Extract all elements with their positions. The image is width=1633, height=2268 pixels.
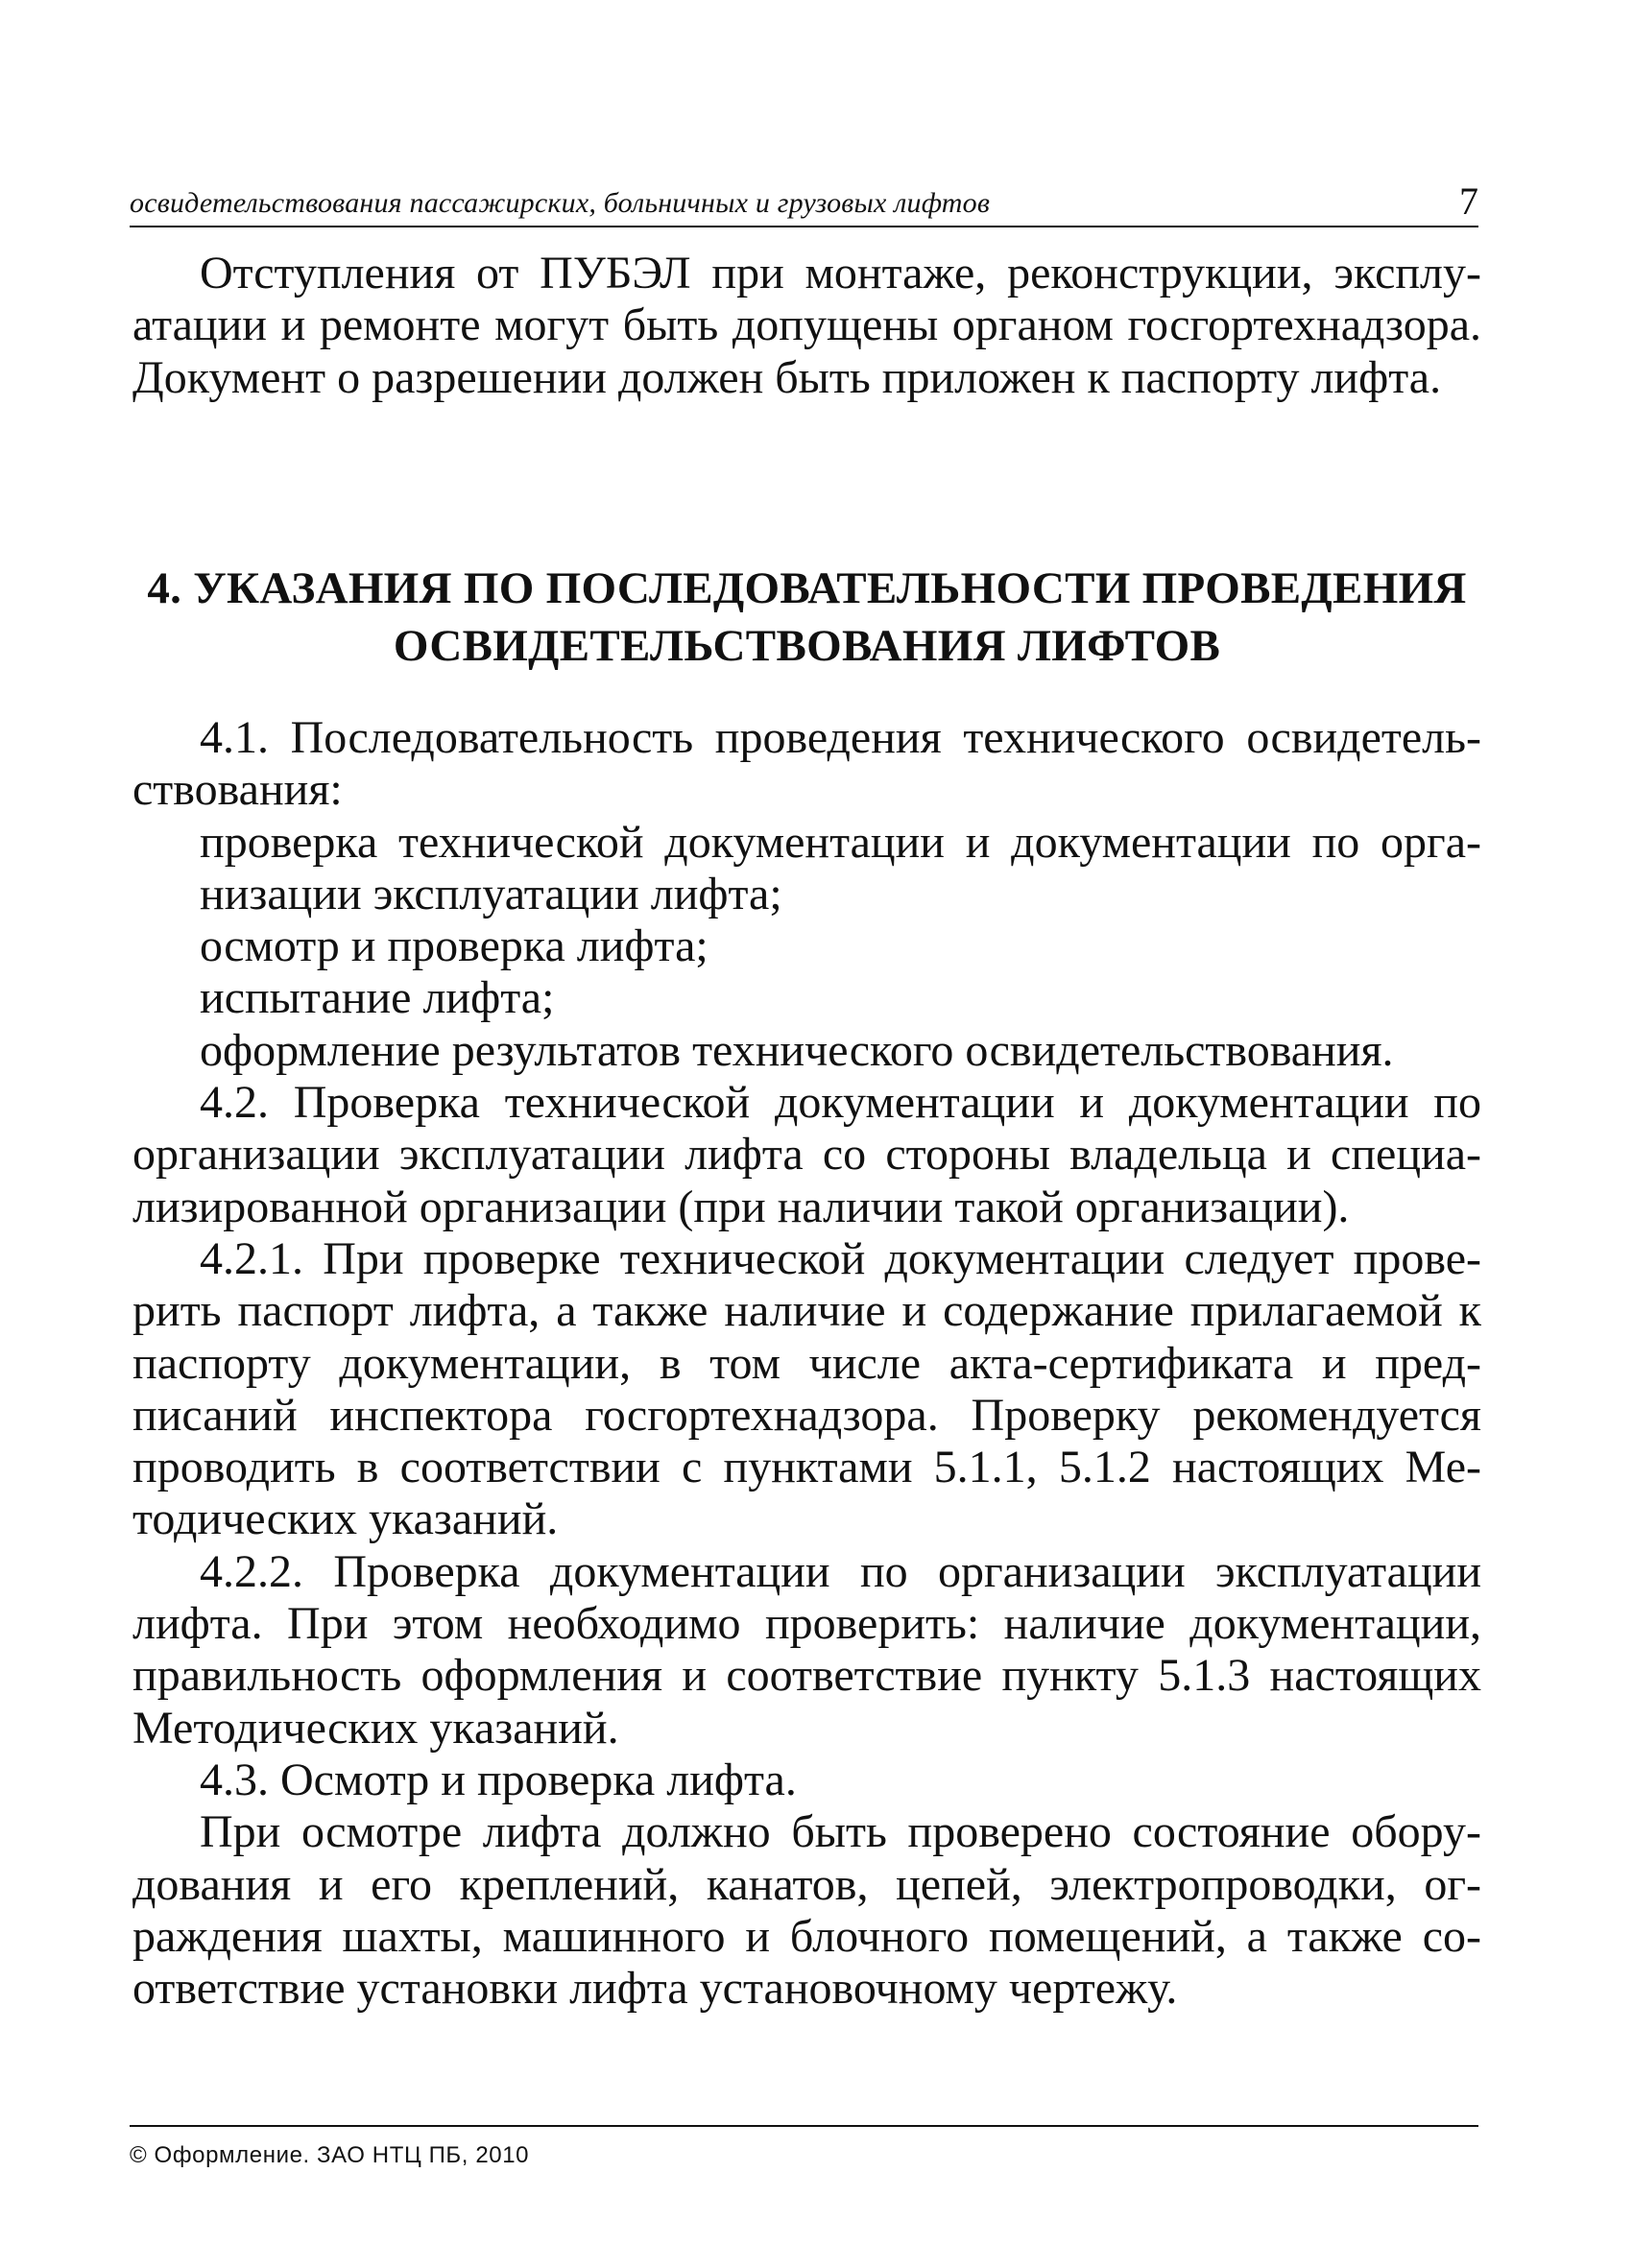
intro-block	[132, 248, 1481, 404]
running-title: освидетельствования пассажирских, больничных и грузовых лифтов	[130, 187, 991, 219]
paragraph-4-1: 4.1. Последовательность проведения технического освидетельствования:	[132, 712, 1481, 816]
page-footer	[130, 2125, 1478, 2169]
running-header	[130, 178, 1478, 227]
paragraph-4-2: 4.2. Проверка технической документации и документации по организации эксплуатации лифта со стороны владельца и специализированной организации (при наличии такой организации).	[132, 1077, 1481, 1232]
page-number: 7	[1459, 179, 1478, 223]
section-heading-line-2: ОСВИДЕТЕЛЬСТВОВАНИЯ ЛИФТОВ	[393, 621, 1221, 671]
paragraph-4-2-1: 4.2.1. При проверке технической документации следует проверить паспорт лифта, а также наличие и содержание прилагаемой к паспорту документации, в том числе акта-сертификата и предписаний инспектора госгортехнадзора. Проверку рекомендуется проводить в соответствии с пунктами 5.1.1, 5.1.2 настоящих Методических указаний.	[132, 1232, 1481, 1545]
list-item: проверка технической документации и документации по организации эксплуатации лифта;	[200, 816, 1481, 919]
paragraph-4-3-text: При осмотре лифта должно быть проверено состояние оборудования и его креплений, канатов, цепей, электропроводки, ограждения шахты, машинного и блочного помещений, а также соответствие установки лифта установочному чертежу.	[132, 1806, 1481, 2015]
section-heading	[132, 560, 1481, 675]
list-item: осмотр и проверка лифта;	[200, 920, 708, 972]
list-item: испытание лифта;	[200, 972, 555, 1024]
intro-paragraph: Отступления от ПУБЭЛ при монтаже, реконструкции, эксплуатации и ремонте могут быть допущены органом госгортехнадзора. Документ о разрешении должен быть приложен к паспорту лифта.	[132, 248, 1481, 403]
section-body	[132, 712, 1481, 2015]
paragraph-4-2-2: 4.2.2. Проверка документации по организации эксплуатации лифта. При этом необходимо проверить: наличие документации, правильность оформления и соответствие пункту 5.1.3 настоящих Методических указаний.	[132, 1545, 1481, 1754]
paragraph-4-3: 4.3. Осмотр и проверка лифта.	[200, 1754, 797, 1805]
section-heading-line-1: 4. УКАЗАНИЯ ПО ПОСЛЕДОВАТЕЛЬНОСТИ ПРОВЕДЕНИЯ	[147, 563, 1467, 613]
footer-copyright: © Оформление. ЗАО НТЦ ПБ, 2010	[130, 2142, 530, 2168]
list-item: оформление результатов технического освидетельствования.	[200, 1024, 1394, 1076]
